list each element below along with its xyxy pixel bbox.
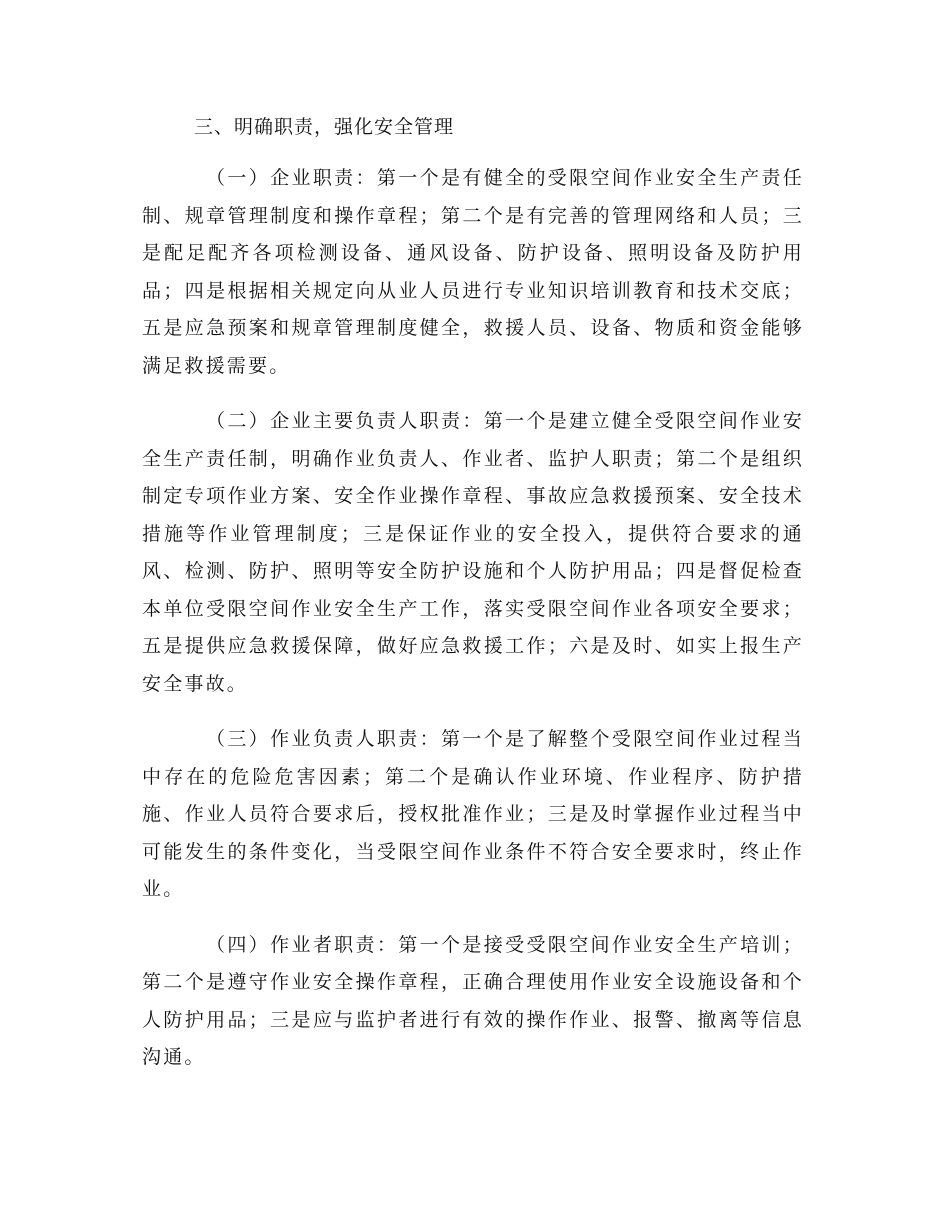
paragraph-supervisor-duties: （三）作业负责人职责：第一个是了解整个受限空间作业过程当中存在的危险危害因素；第二个是确认作业环境、作业程序、防护措施、作业人员符合要求后，授权批准作业；三是及时掌握作业过程当中可能发生的条件变化，当受限空间作业条件不符合安全要求时，终止作业。 — [142, 728, 804, 900]
paragraph-enterprise-duties: （一）企业职责：第一个是有健全的受限空间作业安全生产责任制、规章管理制度和操作章程；第二个是有完善的管理网络和人员；三是配足配齐各项检测设备、通风设备、防护设备、照明设备及防护用品；四是根据相关规定向从业人员进行专业知识培训教育和技术交底；五是应急预案和规章管理制度健全，救援人员、设备、物质和资金能够满足救援需要。 — [142, 167, 804, 377]
document-page — [142, 108, 804, 1077]
paragraph-worker-duties: （四）作业者职责：第一个是接受受限空间作业安全生产培训；第二个是遵守作业安全操作章程，正确合理使用作业安全设施设备和个人防护用品；三是应与监护者进行有效的操作作业、报警、撤离等信息沟通。 — [142, 933, 804, 1068]
section-heading: 三、明确职责，强化安全管理 — [194, 116, 455, 138]
paragraph-principal-duties: （二）企业主要负责人职责：第一个是建立健全受限空间作业安全生产责任制，明确作业负责人、作业者、监护人职责；第二个是组织制定专项作业方案、安全作业操作章程、事故应急救援预案、安全技术措施等作业管理制度；三是保证作业的安全投入，提供符合要求的通风、检测、防护、照明等安全防护设施和个人防护用品；四是督促检查本单位受限空间作业安全生产工作，落实受限空间作业各项安全要求；五是提供应急救援保障，做好应急救援工作；六是及时、如实上报生产安全事故。 — [142, 410, 804, 695]
